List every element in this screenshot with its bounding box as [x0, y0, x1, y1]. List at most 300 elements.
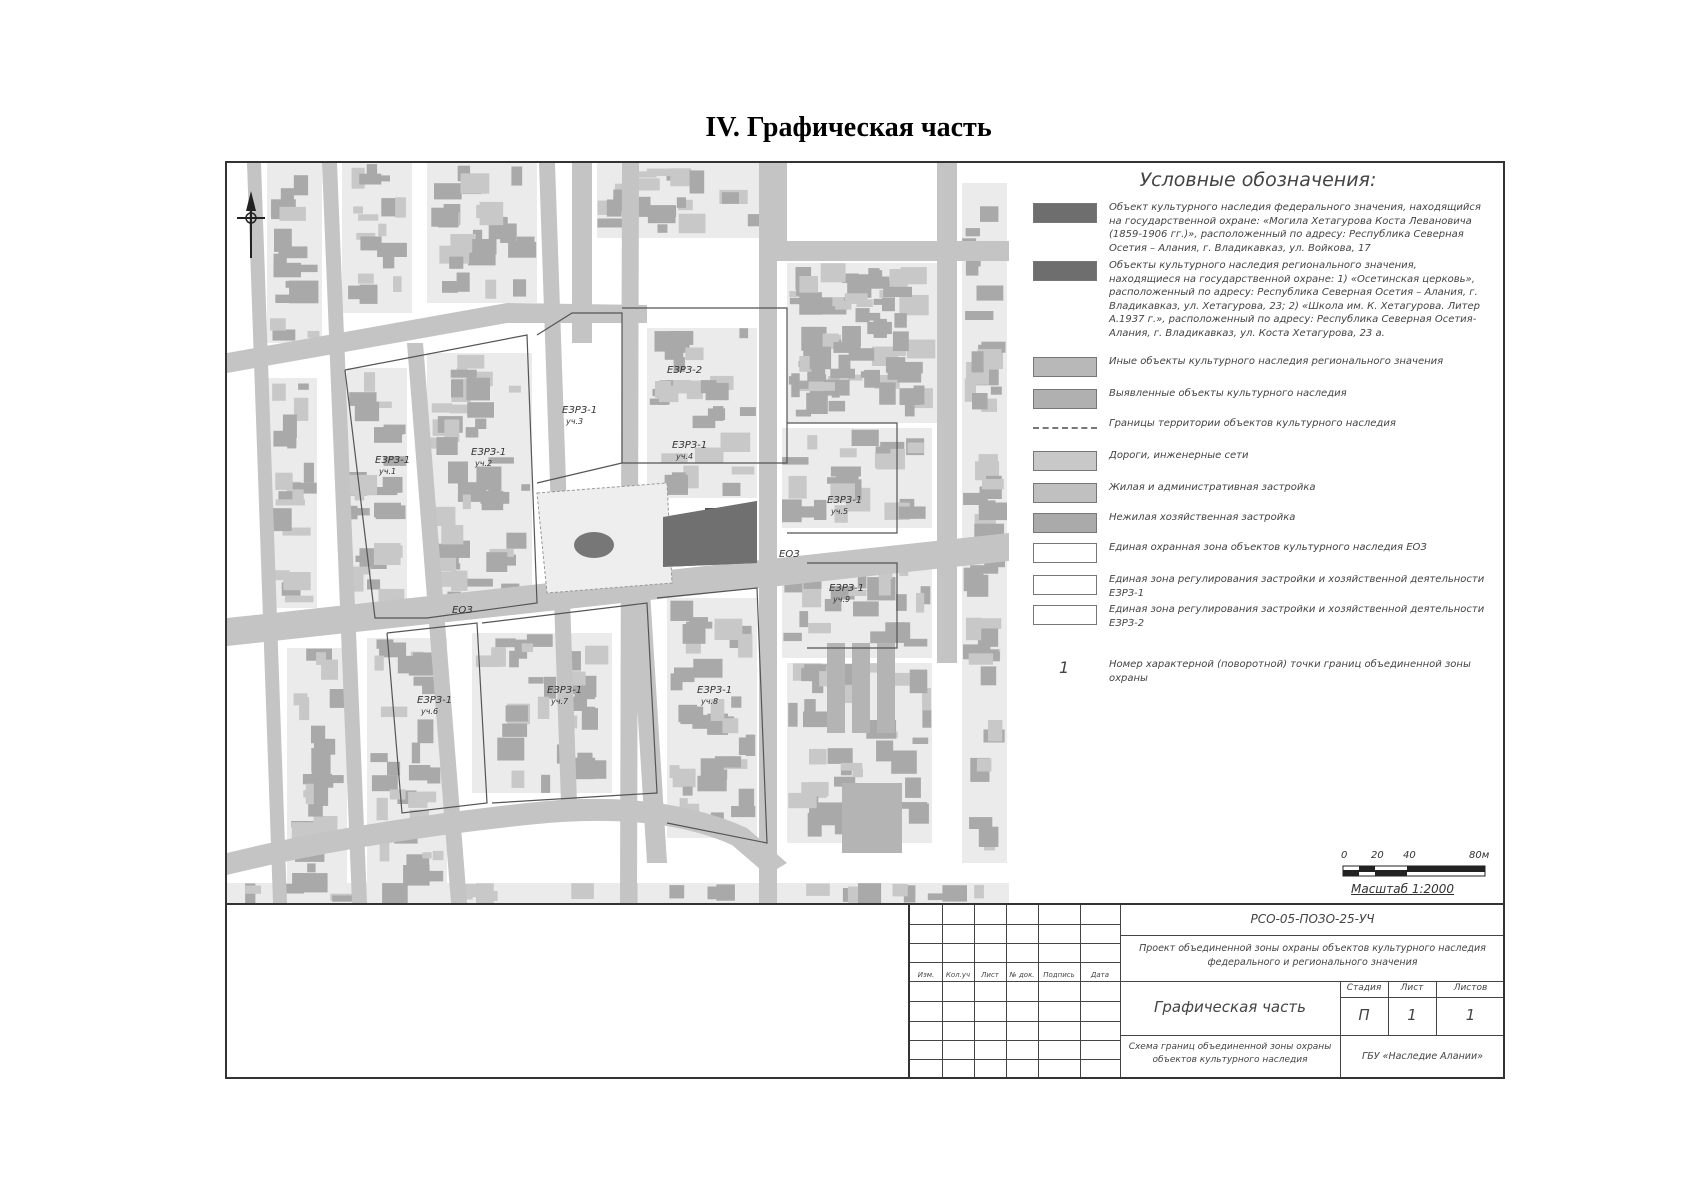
building: [877, 643, 895, 733]
building: [685, 348, 703, 361]
building: [795, 381, 809, 389]
building: [799, 356, 811, 372]
building: [721, 433, 751, 452]
building: [690, 170, 705, 193]
building: [788, 703, 797, 727]
building: [360, 237, 381, 251]
building: [674, 668, 695, 683]
building: [438, 211, 458, 227]
building: [982, 479, 1004, 489]
building: [482, 491, 504, 511]
building: [965, 311, 993, 320]
building: [979, 827, 999, 847]
building: [395, 428, 404, 435]
building: [304, 463, 314, 483]
building: [974, 885, 984, 898]
building: [692, 715, 708, 729]
building: [432, 403, 453, 412]
building: [928, 893, 953, 900]
building: [427, 767, 440, 783]
building: [701, 380, 717, 393]
sheet-label: Лист: [1400, 983, 1424, 993]
building: [966, 618, 981, 641]
building: [358, 214, 378, 220]
building: [907, 340, 935, 359]
building: [449, 257, 463, 269]
building: [442, 281, 458, 293]
zone-label: ЕЗРЗ-2: [667, 365, 703, 376]
building: [914, 386, 925, 405]
building: [280, 207, 306, 221]
building: [294, 175, 308, 195]
building: [867, 322, 892, 334]
building: [988, 720, 1002, 741]
doc-code: РСО-05-ПОЗО-25-УЧ: [1250, 912, 1375, 926]
building: [852, 643, 870, 733]
building: [845, 293, 868, 304]
legend-text: Нежилая хозяйственная застройка: [1109, 512, 1296, 523]
scale-text: Масштаб 1:2000: [1351, 882, 1455, 896]
building: [658, 224, 668, 233]
building: [821, 263, 846, 282]
building: [414, 871, 443, 882]
rev-col-label: Изм.: [917, 971, 935, 979]
building: [802, 327, 823, 342]
building: [849, 348, 875, 361]
zone-sub-label: уч.2: [475, 459, 493, 468]
building: [853, 769, 863, 777]
building: [874, 299, 887, 305]
building: [409, 765, 430, 780]
building: [506, 705, 528, 721]
building: [746, 735, 755, 756]
building: [908, 443, 924, 454]
building: [852, 430, 879, 446]
building: [895, 622, 904, 637]
building: [541, 775, 550, 793]
project-name: Проект объединенной зоны охраны объектов культурного наследия федерального и регионального значения: [1139, 943, 1486, 968]
building: [441, 525, 463, 544]
building: [648, 205, 676, 223]
legend-swatch: [1033, 451, 1097, 471]
building: [509, 386, 521, 393]
building: [292, 489, 303, 504]
building: [647, 169, 676, 177]
building: [393, 276, 402, 292]
building: [893, 884, 908, 897]
building: [355, 402, 379, 421]
legend-text: Единая зона регулирования застройки и хозяйственной деятельности ЕЗРЗ-1: [1109, 574, 1485, 599]
building: [977, 286, 1004, 301]
building: [485, 280, 496, 299]
building: [308, 331, 320, 338]
building: [896, 594, 907, 611]
zone-label: ЕЗРЗ-1: [827, 495, 863, 506]
building: [283, 415, 297, 438]
building: [314, 784, 328, 806]
building: [383, 477, 403, 493]
zone-label: ЕЗРЗ-1: [829, 583, 865, 594]
building: [583, 707, 595, 716]
building: [308, 804, 323, 817]
building: [695, 663, 720, 672]
building: [480, 202, 504, 225]
building: [461, 173, 490, 193]
building: [876, 446, 891, 453]
building: [450, 234, 475, 253]
building: [722, 192, 739, 204]
building: [418, 792, 437, 803]
legend-text: Единая охранная зона объектов культурного наследия ЕОЗ: [1109, 542, 1427, 553]
building: [659, 386, 679, 402]
building: [538, 697, 550, 719]
zone-label: ЕЗРЗ-1: [375, 455, 411, 466]
stage-label: Стадия: [1346, 983, 1382, 993]
legend-swatch: [1033, 389, 1097, 409]
building: [274, 263, 302, 278]
building: [298, 384, 309, 390]
building: [799, 292, 822, 315]
map-canvas: [227, 163, 1009, 903]
building: [463, 495, 471, 510]
building: [972, 351, 984, 372]
organization: ГБУ «Наследие Алании»: [1361, 1051, 1483, 1062]
building: [655, 331, 682, 352]
zone-label: ЕЗРЗ-1: [471, 447, 507, 458]
building: [905, 778, 921, 798]
rev-col-label: Подпись: [1043, 971, 1075, 979]
building: [448, 462, 468, 484]
building: [353, 206, 363, 213]
legend-text: Единая зона регулирования застройки и хозяйственной деятельности ЕЗРЗ-2: [1109, 604, 1485, 629]
building: [517, 237, 535, 244]
building: [377, 798, 388, 820]
legend-text: Объекты культурного наследия регионального значения, находящиеся на государственной охране: 1) «Осетинская церковь», расположенный по адресу: Республика Северная Осетия – Алания, г. Владикавказ, ул. Хетагурова, 23; 2) «Школа им. К. Хетагурова. Литер А.1937 г.», расположенный по адресу: Республика Северная Осетия-Алания, г. Владикавказ, ул. Коста Хетагурова, 23 а.: [1109, 260, 1480, 339]
building: [311, 726, 325, 744]
building: [511, 167, 522, 186]
stage-value: П: [1358, 1006, 1370, 1024]
building: [799, 611, 808, 627]
building: [528, 677, 543, 684]
building: [679, 214, 706, 234]
zone-sub-label: уч.5: [831, 507, 849, 516]
building: [583, 686, 595, 699]
rev-col-label: Кол.уч: [945, 971, 971, 979]
legend-panel: [1011, 163, 1505, 903]
building: [810, 382, 835, 391]
building: [677, 197, 686, 208]
building: [893, 331, 909, 351]
building: [472, 239, 496, 255]
building: [899, 507, 926, 519]
building: [842, 783, 902, 853]
building: [807, 435, 817, 449]
building: [716, 884, 735, 900]
building: [683, 787, 693, 796]
building: [457, 273, 470, 292]
scale-tick-label: 80м: [1469, 850, 1490, 861]
zone-label: ЕЗРЗ-1: [697, 685, 733, 696]
zone-sub-label: уч.3: [566, 417, 584, 426]
building: [376, 505, 406, 519]
building: [731, 696, 741, 707]
building: [789, 476, 807, 499]
building: [966, 228, 980, 236]
building: [294, 693, 308, 705]
zone-sub-label: уч.9: [833, 595, 851, 604]
eoz-label: ЕОЗ: [779, 549, 800, 560]
building: [836, 473, 858, 483]
building: [364, 372, 375, 392]
legend-text: Границы территории объектов культурного наследия: [1109, 418, 1396, 429]
title-block: [227, 903, 1503, 1079]
building: [377, 639, 394, 648]
building: [910, 670, 928, 694]
legend-swatch: [1033, 357, 1097, 377]
legend-swatch: [1033, 513, 1097, 533]
legend-swatch: [1033, 605, 1097, 625]
building: [894, 313, 906, 328]
building: [412, 743, 420, 764]
building: [840, 448, 857, 457]
building: [585, 646, 608, 665]
building: [245, 886, 261, 894]
building: [810, 347, 831, 370]
building: [502, 724, 527, 737]
building: [873, 270, 882, 286]
legend-title: Условные обозначения:: [1139, 169, 1377, 191]
building: [464, 579, 493, 587]
building: [422, 852, 431, 858]
building: [809, 393, 828, 414]
zone-label: ЕЗРЗ-1: [562, 405, 598, 416]
building: [521, 484, 530, 491]
building: [436, 437, 457, 455]
building: [637, 197, 651, 217]
legend-text: Иные объекты культурного наследия регионального значения: [1109, 356, 1444, 367]
building: [782, 499, 802, 522]
legend-swatch: [1033, 261, 1097, 281]
building: [858, 883, 881, 903]
building: [457, 355, 484, 369]
building: [977, 758, 992, 771]
legend-text: Жилая и административная застройка: [1109, 482, 1316, 493]
building: [673, 769, 696, 788]
building: [434, 183, 462, 199]
legend-swatch: [1033, 419, 1097, 429]
building: [571, 883, 594, 899]
scale-tick-label: 40: [1403, 850, 1416, 861]
building: [395, 197, 406, 217]
scale-bar: [1341, 850, 1501, 900]
building: [972, 393, 988, 409]
building: [963, 493, 984, 505]
building: [991, 387, 1002, 395]
building: [886, 357, 905, 373]
legend-text: Дороги, инженерные сети: [1109, 450, 1249, 461]
title-block-grid: [908, 905, 1505, 1079]
building: [311, 748, 323, 771]
zone-label: ЕЗРЗ-1: [547, 685, 583, 696]
building: [806, 884, 830, 896]
rev-col-label: Дата: [1090, 971, 1110, 979]
legend-text: Выявленные объекты культурного наследия: [1109, 388, 1347, 399]
building: [740, 407, 756, 416]
zone-sub-label: уч.4: [676, 452, 694, 461]
building: [981, 666, 997, 685]
building: [508, 242, 536, 258]
building: [827, 643, 845, 733]
section-name: Графическая часть: [1154, 998, 1306, 1016]
building: [832, 298, 844, 307]
page-title: IV. Графическая часть: [705, 112, 992, 143]
building: [814, 500, 826, 520]
building: [803, 712, 828, 728]
building: [270, 318, 286, 330]
building: [299, 265, 318, 272]
building: [477, 891, 498, 901]
building: [693, 416, 716, 428]
building: [839, 355, 851, 377]
building: [349, 475, 377, 495]
sheets-label: Листов: [1453, 983, 1488, 993]
building: [922, 709, 931, 727]
building: [466, 427, 479, 437]
map-area[interactable]: [227, 163, 1009, 903]
building: [853, 601, 879, 616]
legend-swatch: [1033, 203, 1097, 223]
building: [383, 250, 394, 269]
building: [433, 851, 444, 860]
building: [669, 885, 684, 898]
building: [864, 370, 880, 388]
building: [372, 775, 398, 791]
building: [884, 391, 894, 399]
building: [451, 380, 463, 398]
building: [913, 738, 929, 744]
zone-sub-label: уч.6: [421, 707, 439, 716]
eoz-label: ЕОЗ: [452, 605, 473, 616]
zone-label: ЕЗРЗ-1: [672, 440, 708, 451]
building: [512, 771, 525, 788]
building: [497, 738, 524, 761]
building: [466, 378, 490, 401]
building: [883, 287, 912, 297]
building: [367, 579, 380, 589]
building: [870, 631, 895, 643]
building: [731, 806, 755, 817]
legend-swatch: [1033, 483, 1097, 503]
building: [382, 883, 408, 903]
legend-swatch: [1033, 575, 1097, 595]
building: [307, 863, 315, 872]
building: [272, 384, 286, 401]
building: [665, 475, 688, 495]
legend-point-text: Номер характерной (поворотной) точки границ объединенной зоны охраны: [1109, 659, 1471, 684]
building: [356, 556, 366, 562]
legend-point-number: 1: [1059, 658, 1070, 677]
building: [522, 643, 533, 652]
building: [500, 224, 517, 244]
building: [809, 749, 827, 765]
building: [964, 568, 984, 592]
zone-label: ЕЗРЗ-1: [417, 695, 453, 706]
building: [799, 276, 818, 293]
building: [683, 624, 706, 644]
building: [842, 326, 861, 346]
building: [670, 601, 693, 621]
scale-tick-label: 0: [1341, 850, 1348, 861]
building: [869, 313, 881, 321]
building: [875, 453, 903, 468]
building: [273, 330, 296, 341]
building: [278, 246, 307, 258]
rev-col-label: Лист: [981, 971, 999, 979]
zone-sub-label: уч.8: [701, 697, 719, 706]
building: [788, 793, 816, 808]
sheet-value: 1: [1407, 1006, 1417, 1024]
building: [738, 634, 752, 658]
building: [732, 467, 755, 475]
building: [285, 596, 314, 603]
building: [801, 668, 816, 681]
building: [289, 281, 318, 304]
building: [506, 533, 526, 549]
building: [828, 748, 853, 764]
building: [375, 656, 384, 671]
building: [891, 751, 917, 774]
building: [856, 308, 870, 322]
sheets-value: 1: [1465, 1006, 1476, 1024]
building: [739, 328, 748, 338]
building: [979, 454, 998, 468]
building: [980, 206, 998, 222]
building: [378, 224, 386, 237]
building: [513, 279, 526, 296]
building: [476, 467, 501, 490]
drawing-sheet: [225, 161, 1505, 1079]
building: [467, 402, 494, 418]
zone-sub-label: уч.7: [551, 697, 569, 706]
building: [278, 491, 294, 501]
building: [899, 295, 928, 315]
building: [348, 286, 368, 300]
building: [916, 593, 924, 613]
building: [486, 552, 507, 572]
building: [370, 753, 387, 762]
building: [358, 274, 374, 284]
building: [451, 370, 477, 378]
building: [969, 817, 992, 829]
rev-col-label: № док.: [1009, 971, 1035, 979]
building: [808, 623, 831, 633]
building: [829, 401, 846, 412]
building: [495, 638, 515, 647]
building: [901, 267, 927, 284]
building: [491, 647, 506, 666]
building: [390, 789, 406, 799]
building: [597, 219, 624, 228]
building: [359, 174, 381, 185]
building: [418, 719, 434, 743]
building: [707, 770, 727, 780]
building: [783, 633, 801, 641]
zone-sub-label: уч.1: [379, 467, 397, 476]
building: [818, 802, 844, 825]
building: [876, 741, 893, 762]
legend-swatch: [1033, 543, 1097, 563]
building: [321, 660, 338, 680]
